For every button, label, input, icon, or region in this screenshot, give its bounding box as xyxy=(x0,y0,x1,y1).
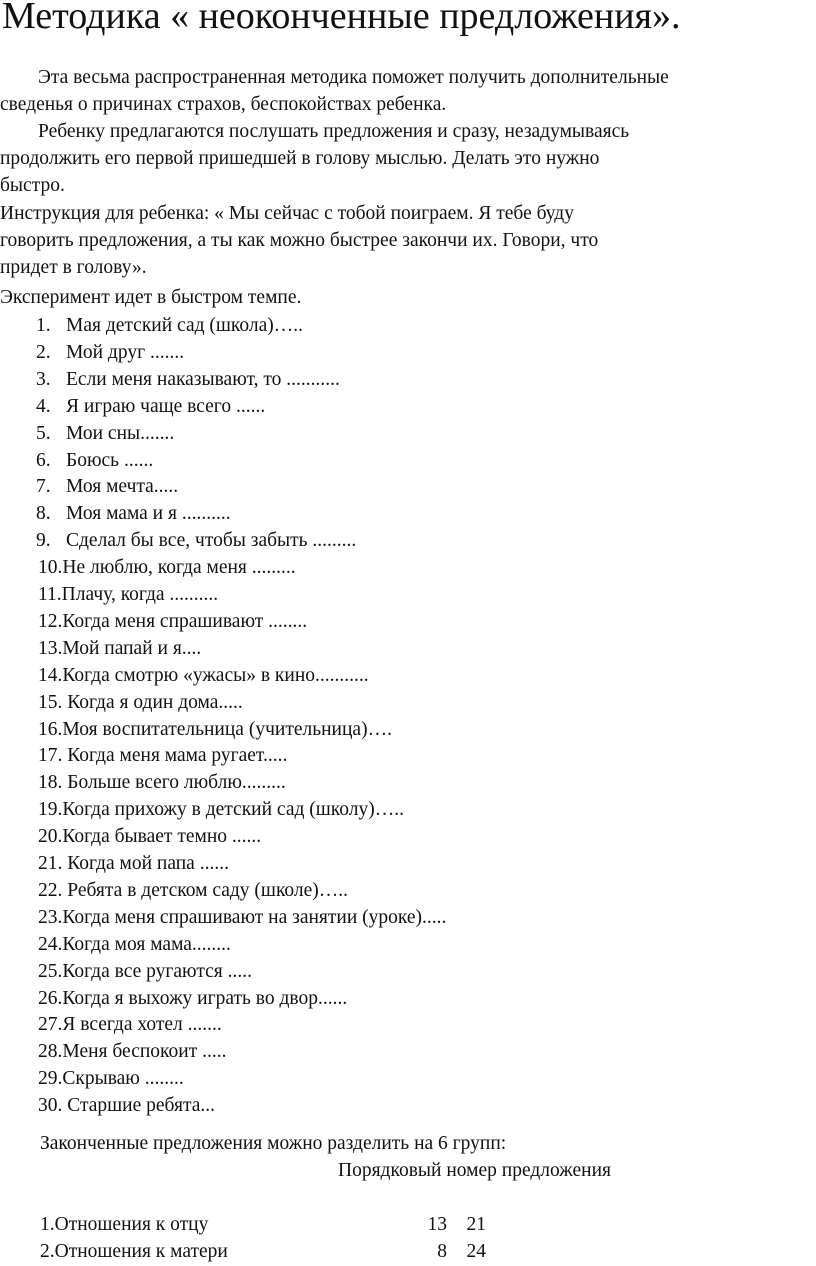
list-item xyxy=(36,420,174,447)
list-item-text: Когда бывает темно ...... xyxy=(62,826,262,848)
list-item xyxy=(36,527,356,554)
intro-p4: Эксперимент идет в быстром темпе. xyxy=(0,287,302,308)
list-item-text: Больше всего люблю......... xyxy=(62,772,286,794)
list-item-number: 2. xyxy=(36,341,51,363)
list-item-number: 12. xyxy=(38,610,63,632)
list-item-number: 6. xyxy=(36,449,51,471)
list-item-text: Мой папай и я.... xyxy=(62,637,202,659)
list-item-text: Я всегда хотел ....... xyxy=(62,1014,222,1036)
list-item xyxy=(38,877,348,904)
list-item-text: Старшие ребята... xyxy=(62,1095,215,1117)
list-item-number: 26. xyxy=(38,987,63,1009)
list-item-number: 25. xyxy=(38,960,63,982)
list-item xyxy=(36,339,184,366)
list-item xyxy=(38,1011,222,1038)
document-title: Методика « неоконченные предложения». xyxy=(2,0,681,37)
intro-p1-line2: сведенья о причинах страхов, беспокойствах ребенка. xyxy=(0,94,447,115)
list-item-number: 4. xyxy=(36,395,51,417)
list-item-text: Когда все ругаются ..... xyxy=(62,960,252,982)
list-item xyxy=(38,850,229,877)
list-item xyxy=(36,473,178,500)
list-item-text: Когда я выхожу играть во двор...... xyxy=(62,987,348,1009)
list-item xyxy=(38,635,201,662)
list-item xyxy=(38,769,286,796)
list-item-number: 19. xyxy=(38,799,63,821)
list-item xyxy=(38,1092,215,1119)
list-item xyxy=(36,366,340,393)
list-item-text: Мой друг ....... xyxy=(66,341,185,363)
list-item xyxy=(38,904,446,931)
list-item-text: Моя мама и я .......... xyxy=(66,503,231,525)
list-item-text: Мои сны....... xyxy=(66,422,175,444)
list-item xyxy=(38,931,231,958)
intro-p2-line1: Ребенку предлагаются послушать предложения и сразу, незадумываясь xyxy=(38,121,630,142)
list-item-text: Моя мечта..... xyxy=(66,476,179,498)
list-item-number: 21. xyxy=(38,853,63,874)
list-item-number: 18. xyxy=(38,772,63,794)
list-item-number: 1. xyxy=(36,315,51,336)
intro-p1-line1: Эта весьма распространенная методика поможет получить дополнительные xyxy=(38,67,669,88)
list-item xyxy=(38,662,369,689)
group-number-b: 21 xyxy=(466,1214,486,1235)
list-item-text: Ребята в детском саду (школе)….. xyxy=(62,879,349,901)
list-item-number: 8. xyxy=(36,503,51,525)
intro-p3-line3: придет в голову». xyxy=(0,257,147,278)
list-item-number: 16. xyxy=(38,718,63,740)
list-item-number: 24. xyxy=(38,933,63,955)
list-item-number: 17. xyxy=(38,745,63,767)
groups-header: Порядковый номер предложения xyxy=(338,1160,611,1181)
intro-p2-line2: продолжить его первой пришедшей в голову мыслью. Делать это нужно xyxy=(0,148,600,169)
list-item-text: Когда прихожу в детский сад (школу)….. xyxy=(62,799,404,821)
list-item-number: 14. xyxy=(38,664,63,686)
list-item xyxy=(36,312,303,339)
list-item xyxy=(38,823,261,850)
list-item-text: Мая детский сад (школа)….. xyxy=(66,315,304,336)
list-item-number: 10. xyxy=(38,557,63,579)
intro-p3-line2: говорить предложения, а ты как можно быстрее закончи их. Говори, что xyxy=(0,230,599,251)
list-item-number: 5. xyxy=(36,422,51,444)
groups-intro: Законченные предложения можно разделить на 6 групп: xyxy=(40,1133,507,1154)
list-item-text: Если меня наказывают, то ........... xyxy=(66,368,340,390)
list-item-text: Когда меня спрашивают на занятии (уроке)..... xyxy=(62,906,447,928)
list-item-text: Скрываю ........ xyxy=(62,1068,184,1090)
list-item xyxy=(38,608,307,635)
list-item xyxy=(36,447,153,474)
list-item xyxy=(38,796,404,823)
list-item xyxy=(38,742,287,769)
list-item-number: 11. xyxy=(38,584,62,605)
list-item xyxy=(38,689,243,716)
list-item-text: Сделал бы все, чтобы забыть ......... xyxy=(66,530,357,552)
list-item-number: 15. xyxy=(38,691,63,713)
list-item-number: 20. xyxy=(38,826,63,848)
list-item-number: 23. xyxy=(38,906,63,928)
list-item-text: Когда я один дома..... xyxy=(62,691,243,713)
list-item xyxy=(38,581,218,608)
list-item-number: 13. xyxy=(38,637,63,659)
list-item-text: Когда смотрю «ужасы» в кино........... xyxy=(62,664,369,686)
list-item-number: 9. xyxy=(36,530,51,552)
list-item-number: 7. xyxy=(36,476,51,498)
group-number-a: 8 xyxy=(437,1241,447,1262)
group-number-b: 24 xyxy=(466,1241,486,1262)
list-item xyxy=(36,500,231,527)
list-item xyxy=(38,1038,226,1065)
list-item-number: 3. xyxy=(36,368,51,390)
group-number-a: 13 xyxy=(427,1214,447,1235)
list-item-text: Боюсь ...... xyxy=(66,449,154,471)
list-item-number: 30. xyxy=(38,1095,63,1117)
group-label: 1.Отношения к отцу xyxy=(40,1214,209,1235)
list-item xyxy=(38,958,252,985)
list-item xyxy=(38,554,296,581)
list-item xyxy=(38,985,347,1012)
list-item-number: 22. xyxy=(38,879,63,901)
list-item-text: Моя воспитательница (учительница)…. xyxy=(62,718,392,740)
list-item-text: Когда мой папа ...... xyxy=(62,853,229,874)
list-item-text: Плачу, когда .......... xyxy=(61,584,219,605)
list-item-text: Когда меня мама ругает..... xyxy=(62,745,288,767)
list-item-text: Не люблю, когда меня ......... xyxy=(62,557,296,579)
list-item xyxy=(38,1065,184,1092)
list-item-number: 28. xyxy=(38,1041,63,1063)
list-item xyxy=(38,716,392,743)
list-item-number: 27. xyxy=(38,1014,63,1036)
list-item-text: Когда моя мама........ xyxy=(62,933,231,955)
list-item-number: 29. xyxy=(38,1068,63,1090)
list-item-text: Когда меня спрашивают ........ xyxy=(62,610,308,632)
list-item-text: Меня беспокоит ..... xyxy=(62,1041,227,1063)
list-item xyxy=(36,393,265,420)
group-label: 2.Отношения к матери xyxy=(40,1241,228,1262)
list-item-text: Я играю чаще всего ...... xyxy=(66,395,266,417)
intro-p3-line1: Инструкция для ребенка: « Мы сейчас с тобой поиграем. Я тебе буду xyxy=(0,203,574,224)
intro-p2-line3: быстро. xyxy=(0,175,65,196)
